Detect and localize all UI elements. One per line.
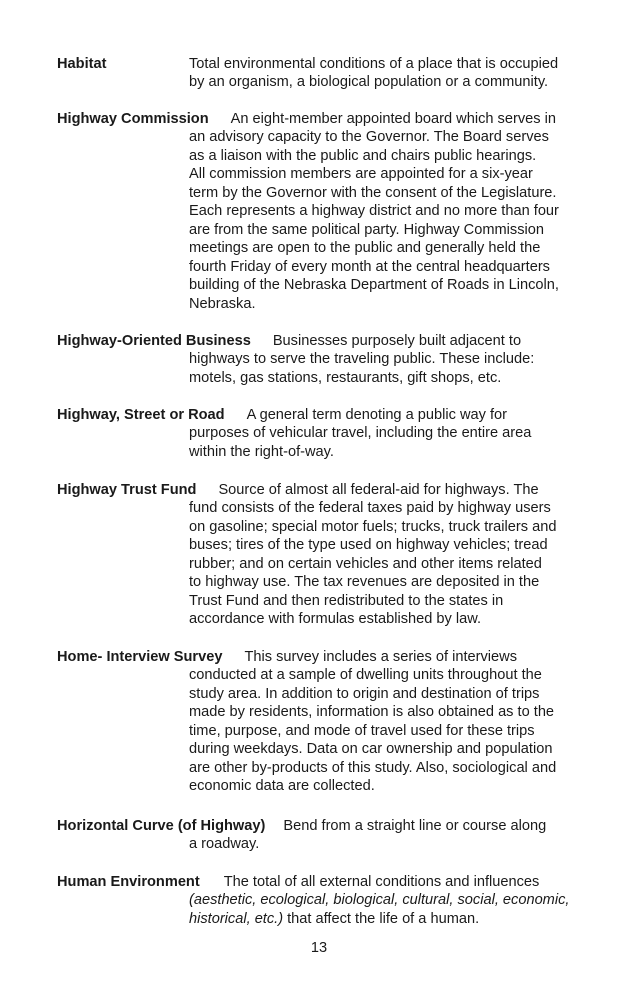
entry-first-line	[57, 406, 507, 425]
entry-definition-line: term by the Governor with the consent of the Legislature.	[189, 185, 557, 201]
entry-term: Horizontal Curve (of Highway)	[57, 818, 266, 834]
entry-definition-start: Businesses purposely built adjacent to	[272, 333, 522, 349]
entry-definition-start: A general term denoting a public way for	[246, 407, 508, 423]
italic-fragment: historical, etc.)	[189, 911, 284, 927]
entry-definition-line: Nebraska.	[189, 296, 256, 312]
entry-definition-line: within the right-of-way.	[189, 444, 334, 460]
entry-definition-start: An eight-member appointed board which serves in	[230, 111, 556, 127]
entry-definition-line: (aesthetic, ecological, biological, cultural, social, economic,	[189, 892, 570, 908]
entry-definition-line: are from the same political party. Highway Commission	[189, 222, 544, 238]
entry-definition-line: Each represents a highway district and no more than four	[189, 203, 559, 219]
entry-definition-line: All commission members are appointed for a six-year	[189, 166, 533, 182]
page-number: 13	[310, 940, 328, 956]
entry-definition-line: Trust Fund and then redistributed to the states in	[189, 593, 504, 609]
entry-definition-line: fourth Friday of every month at the central headquarters	[189, 259, 550, 275]
entry-definition-line: study area. In addition to origin and destination of trips	[189, 686, 540, 702]
entry-first-line	[57, 873, 539, 892]
entry-first-line	[57, 817, 546, 836]
entry-definition-line: during weekdays. Data on car ownership and population	[189, 741, 553, 757]
entry-definition-line: economic data are collected.	[189, 778, 375, 794]
entry-definition-line: building of the Nebraska Department of Roads in Lincoln,	[189, 277, 559, 293]
entry-definition-line: purposes of vehicular travel, including the entire area	[189, 425, 532, 441]
entry-definition-line: buses; tires of the type used on highway vehicles; tread	[189, 537, 548, 553]
entry-definition-start: Bend from a straight line or course along	[283, 818, 547, 834]
entry-term: Highway Trust Fund	[57, 482, 197, 498]
entry-definition-line: time, purpose, and mode of travel used for these trips	[189, 723, 535, 739]
entry-definition-line: a roadway.	[189, 836, 260, 852]
entry-definition-line: made by residents, information is also obtained as to the	[189, 704, 555, 720]
entry-term: Home- Interview Survey	[57, 649, 223, 665]
entry-definition-line: are other by-products of this study. Also, sociological and	[189, 760, 557, 776]
entry-definition-line: motels, gas stations, restaurants, gift shops, etc.	[189, 370, 502, 386]
entry-first-line	[57, 481, 539, 500]
entry-definition-line: highways to serve the traveling public. These include:	[189, 351, 535, 367]
entry-term: Highway, Street or Road	[57, 407, 225, 423]
entry-term: Highway-Oriented Business	[57, 333, 251, 349]
entry-definition-line: by an organism, a biological population or a community.	[189, 74, 549, 90]
entry-definition-start: Source of almost all federal-aid for highways. The	[218, 482, 539, 498]
entry-definition-line: meetings are open to the public and generally held the	[189, 240, 541, 256]
entry-definition-line: fund consists of the federal taxes paid by highway users	[189, 500, 551, 516]
entry-term: Highway Commission	[57, 111, 209, 127]
entry-definition-line: historical, etc.) that affect the life of a human.	[189, 911, 480, 927]
entry-definition-line: conducted at a sample of dwelling units throughout the	[189, 667, 542, 683]
entry-term: Habitat	[57, 56, 107, 72]
entry-first-line	[57, 110, 556, 129]
entry-definition-line: on gasoline; special motor fuels; trucks, truck trailers and	[189, 519, 557, 535]
entry-term: Human Environment	[57, 874, 200, 890]
entry-definition-line: accordance with formulas established by law.	[189, 611, 482, 627]
entry-definition-start: This survey includes a series of interviews	[244, 649, 517, 665]
entry-definition-start: The total of all external conditions and influences	[223, 874, 540, 890]
entry-first-line	[57, 648, 517, 667]
entry-first-line	[57, 332, 521, 351]
entry-definition-line: an advisory capacity to the Governor. The Board serves	[189, 129, 549, 145]
entry-definition-line: as a liaison with the public and chairs public hearings.	[189, 148, 537, 164]
entry-first-line	[57, 55, 106, 74]
entry-definition-line: rubber; and on certain vehicles and other items related	[189, 556, 542, 572]
entry-definition-line: Total environmental conditions of a place that is occupied	[189, 56, 559, 72]
entry-definition-line: to highway use. The tax revenues are deposited in the	[189, 574, 540, 590]
